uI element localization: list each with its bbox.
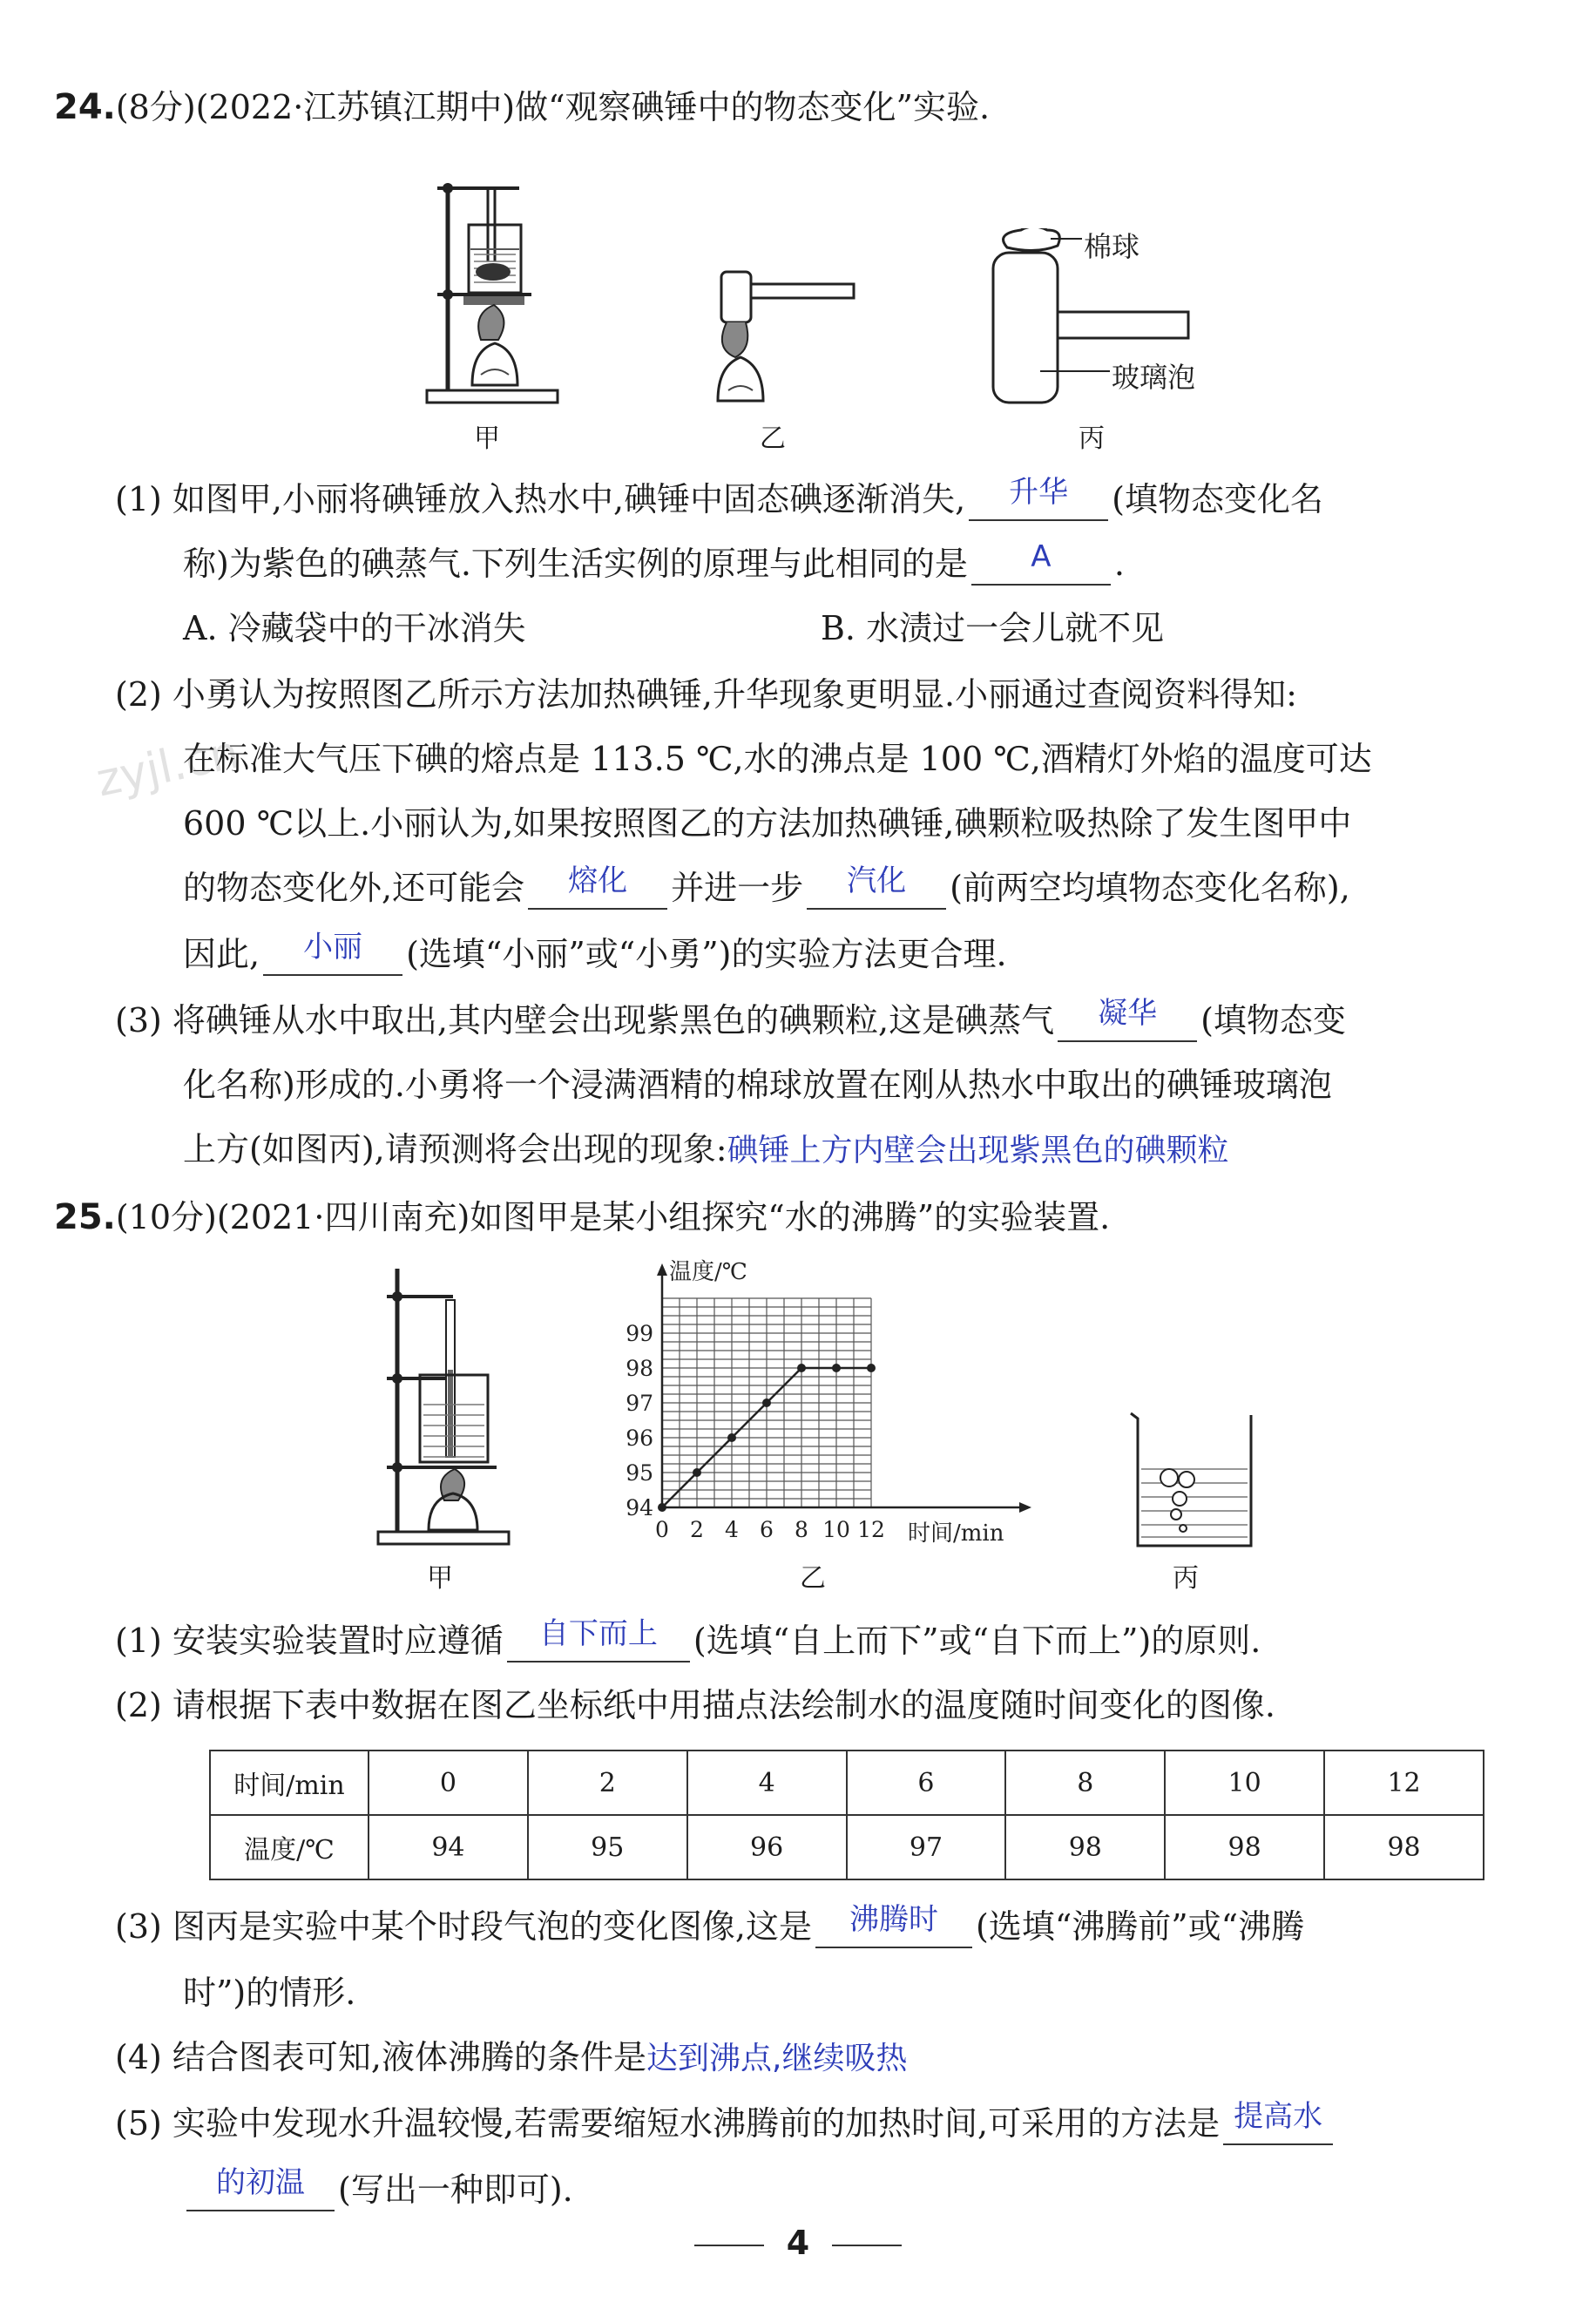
page-number-rule-right bbox=[832, 2245, 902, 2246]
y-tick-label: 98 bbox=[626, 1356, 653, 1381]
q24-blank-2[interactable]: A bbox=[971, 544, 1111, 586]
x-tick-label: 2 bbox=[690, 1517, 704, 1542]
y-tick-label: 95 bbox=[626, 1460, 653, 1486]
q24-p1-line2: 称)为紫色的碘蒸气.下列生活实例的原理与此相同的是 A . bbox=[183, 542, 1125, 586]
q25-blank-4a[interactable]: 提高水 bbox=[1223, 2103, 1333, 2145]
q24-number: 24. bbox=[54, 87, 116, 127]
table-cell: 12 bbox=[1324, 1751, 1484, 1815]
x-tick-label: 0 bbox=[655, 1517, 669, 1542]
q24-header-text: (8分)(2022·江苏镇江期中)做“观察碘锤中的物态变化”实验. bbox=[115, 88, 991, 126]
q25-header-text: (10分)(2021·四川南充)如图甲是某小组探究“水的沸腾”的实验装置. bbox=[115, 1198, 1111, 1236]
data-point bbox=[693, 1468, 701, 1477]
q25-number: 25. bbox=[54, 1197, 116, 1237]
q25-p5-line2: 的初温 (写出一种即可). bbox=[183, 2168, 573, 2211]
q25-figure-c bbox=[1126, 1406, 1265, 1554]
q24-figure-a-label: 甲 bbox=[474, 423, 500, 454]
x-axis-label: 时间/min bbox=[908, 1520, 1004, 1547]
label-glass-bulb: 玻璃泡 bbox=[1112, 361, 1196, 394]
q25-figure-c-label: 丙 bbox=[1173, 1563, 1199, 1594]
q25-p3-line2: 时”)的情形. bbox=[183, 1974, 356, 2012]
data-point bbox=[832, 1364, 841, 1372]
table-cell: 94 bbox=[369, 1815, 528, 1879]
table-cell: 98 bbox=[1005, 1815, 1165, 1879]
q25-blank-1[interactable]: 自下而上 bbox=[507, 1621, 690, 1663]
q24-p2-line2: 在标准大气压下碘的熔点是 113.5 ℃,水的沸点是 100 ℃,酒精灯外焰的温度可达 bbox=[183, 740, 1372, 778]
q24-blank-6[interactable]: 凝华 bbox=[1058, 1000, 1197, 1042]
q24-p2-line4: 的物态变化外,还可能会 熔化 并进一步 汽化 (前两空均填物态变化名称), bbox=[183, 866, 1350, 910]
table-header-temperature: 温度/℃ bbox=[210, 1815, 369, 1879]
y-tick-label: 99 bbox=[626, 1321, 653, 1346]
data-point bbox=[762, 1398, 771, 1407]
q24-p3-line1: (3) 将碘锤从水中取出,其内壁会出现紫黑色的碘颗粒,这是碘蒸气 凝华 (填物态变 bbox=[115, 999, 1346, 1042]
table-cell: 97 bbox=[847, 1815, 1006, 1879]
label-cotton-ball: 棉球 bbox=[1084, 230, 1140, 263]
q24-header bbox=[54, 85, 990, 129]
q24-answer-7[interactable]: 碘锤上方内壁会出现紫黑色的碘颗粒 bbox=[727, 1133, 1229, 1168]
q25-chart bbox=[592, 1255, 1045, 1551]
q25-blank-4b[interactable]: 的初温 bbox=[186, 2170, 335, 2211]
q25-p2: (2) 请根据下表中数据在图乙坐标纸中用描点法绘制水的温度随时间变化的图像. bbox=[115, 1686, 1275, 1724]
y-axis-arrow bbox=[657, 1263, 667, 1276]
table-cell: 2 bbox=[528, 1751, 687, 1815]
q25-blank-2[interactable]: 沸腾时 bbox=[815, 1906, 972, 1948]
y-tick-label: 97 bbox=[626, 1391, 653, 1416]
y-tick-label: 96 bbox=[626, 1425, 653, 1451]
q24-option-b: B. 水渍过一会儿就不见 bbox=[821, 609, 1165, 647]
q25-p3-line1: (3) 图丙是实验中某个时段气泡的变化图像,这是 沸腾时 (选填“沸腾前”或“沸腾 bbox=[115, 1905, 1304, 1948]
table-row-temperature bbox=[210, 1815, 1484, 1879]
data-point bbox=[867, 1364, 876, 1372]
table-header-time: 时间/min bbox=[210, 1751, 369, 1815]
data-point bbox=[658, 1503, 666, 1512]
q25-answer-3[interactable]: 达到沸点,继续吸热 bbox=[646, 2041, 908, 2076]
data-point bbox=[797, 1364, 806, 1372]
q24-p3-line2: 化名称)形成的.小勇将一个浸满酒精的棉球放置在刚从热水中取出的碘锤玻璃泡 bbox=[183, 1066, 1332, 1104]
page-number-rule-left bbox=[694, 2245, 764, 2246]
q25-p5-line1: (5) 实验中发现水升温较慢,若需要缩短水沸腾前的加热时间,可采用的方法是 提高水 bbox=[115, 2102, 1336, 2145]
data-point bbox=[727, 1433, 736, 1442]
y-tick-label: 94 bbox=[626, 1495, 653, 1520]
table-cell: 0 bbox=[369, 1751, 528, 1815]
q24-figure-a bbox=[418, 166, 566, 410]
x-tick-label: 10 bbox=[822, 1517, 850, 1542]
q24-p2-line3: 600 ℃以上.小丽认为,如果按照图乙的方法加热碘锤,碘颗粒吸热除了发生图甲中 bbox=[183, 804, 1352, 843]
x-tick-label: 4 bbox=[725, 1517, 739, 1542]
y-axis-label: 温度/℃ bbox=[669, 1259, 747, 1285]
x-tick-label: 6 bbox=[760, 1517, 774, 1542]
q24-blank-3[interactable]: 熔化 bbox=[528, 868, 667, 910]
q25-figure-b-label: 乙 bbox=[800, 1563, 826, 1594]
table-cell: 8 bbox=[1005, 1751, 1165, 1815]
x-axis-arrow bbox=[1019, 1502, 1031, 1513]
q24-option-a: A. 冷藏袋中的干冰消失 bbox=[183, 609, 526, 647]
q24-blank-4[interactable]: 汽化 bbox=[807, 868, 946, 910]
q25-p4: (4) 结合图表可知,液体沸腾的条件是达到沸点,继续吸热 bbox=[115, 2038, 908, 2076]
q25-figure-a-label: 甲 bbox=[427, 1563, 453, 1594]
q24-p1-line1: (1) 如图甲,小丽将碘锤放入热水中,碘锤中固态碘逐渐消失, 升华 (填物态变化名 bbox=[115, 477, 1323, 521]
x-tick-label: 8 bbox=[795, 1517, 808, 1542]
table-cell: 98 bbox=[1165, 1815, 1324, 1879]
q24-p2-line1: (2) 小勇认为按照图乙所示方法加热碘锤,升华现象更明显.小丽通过查阅资料得知: bbox=[115, 675, 1297, 714]
q24-p2-line5: 因此, 小丽 (选填“小丽”或“小勇”)的实验方法更合理. bbox=[183, 932, 1007, 976]
q25-p1: (1) 安装实验装置时应遵循 自下而上 (选填“自上而下”或“自下而上”)的原则. bbox=[115, 1619, 1261, 1663]
q24-figure-b-label: 乙 bbox=[760, 423, 786, 454]
q24-p3-line3: 上方(如图丙),请预测将会出现的现象:碘锤上方内壁会出现紫黑色的碘颗粒 bbox=[183, 1130, 1229, 1168]
table-row-time bbox=[210, 1751, 1484, 1815]
q24-figure-b bbox=[714, 261, 862, 410]
x-tick-label: 12 bbox=[857, 1517, 885, 1542]
table-cell: 96 bbox=[687, 1815, 847, 1879]
data-table bbox=[209, 1750, 1484, 1880]
q24-blank-5[interactable]: 小丽 bbox=[263, 934, 402, 976]
q25-figure-a bbox=[375, 1265, 523, 1553]
watermark: zyjl.cn bbox=[91, 726, 244, 808]
q25-header bbox=[54, 1195, 1110, 1239]
page-number: 4 bbox=[0, 2224, 1596, 2262]
table-cell: 4 bbox=[687, 1751, 847, 1815]
table-cell: 98 bbox=[1324, 1815, 1484, 1879]
table-cell: 10 bbox=[1165, 1751, 1324, 1815]
table-cell: 6 bbox=[847, 1751, 1006, 1815]
table-cell: 95 bbox=[528, 1815, 687, 1879]
q24-figure-c-label: 丙 bbox=[1079, 423, 1105, 454]
q24-blank-1[interactable]: 升华 bbox=[969, 479, 1108, 521]
